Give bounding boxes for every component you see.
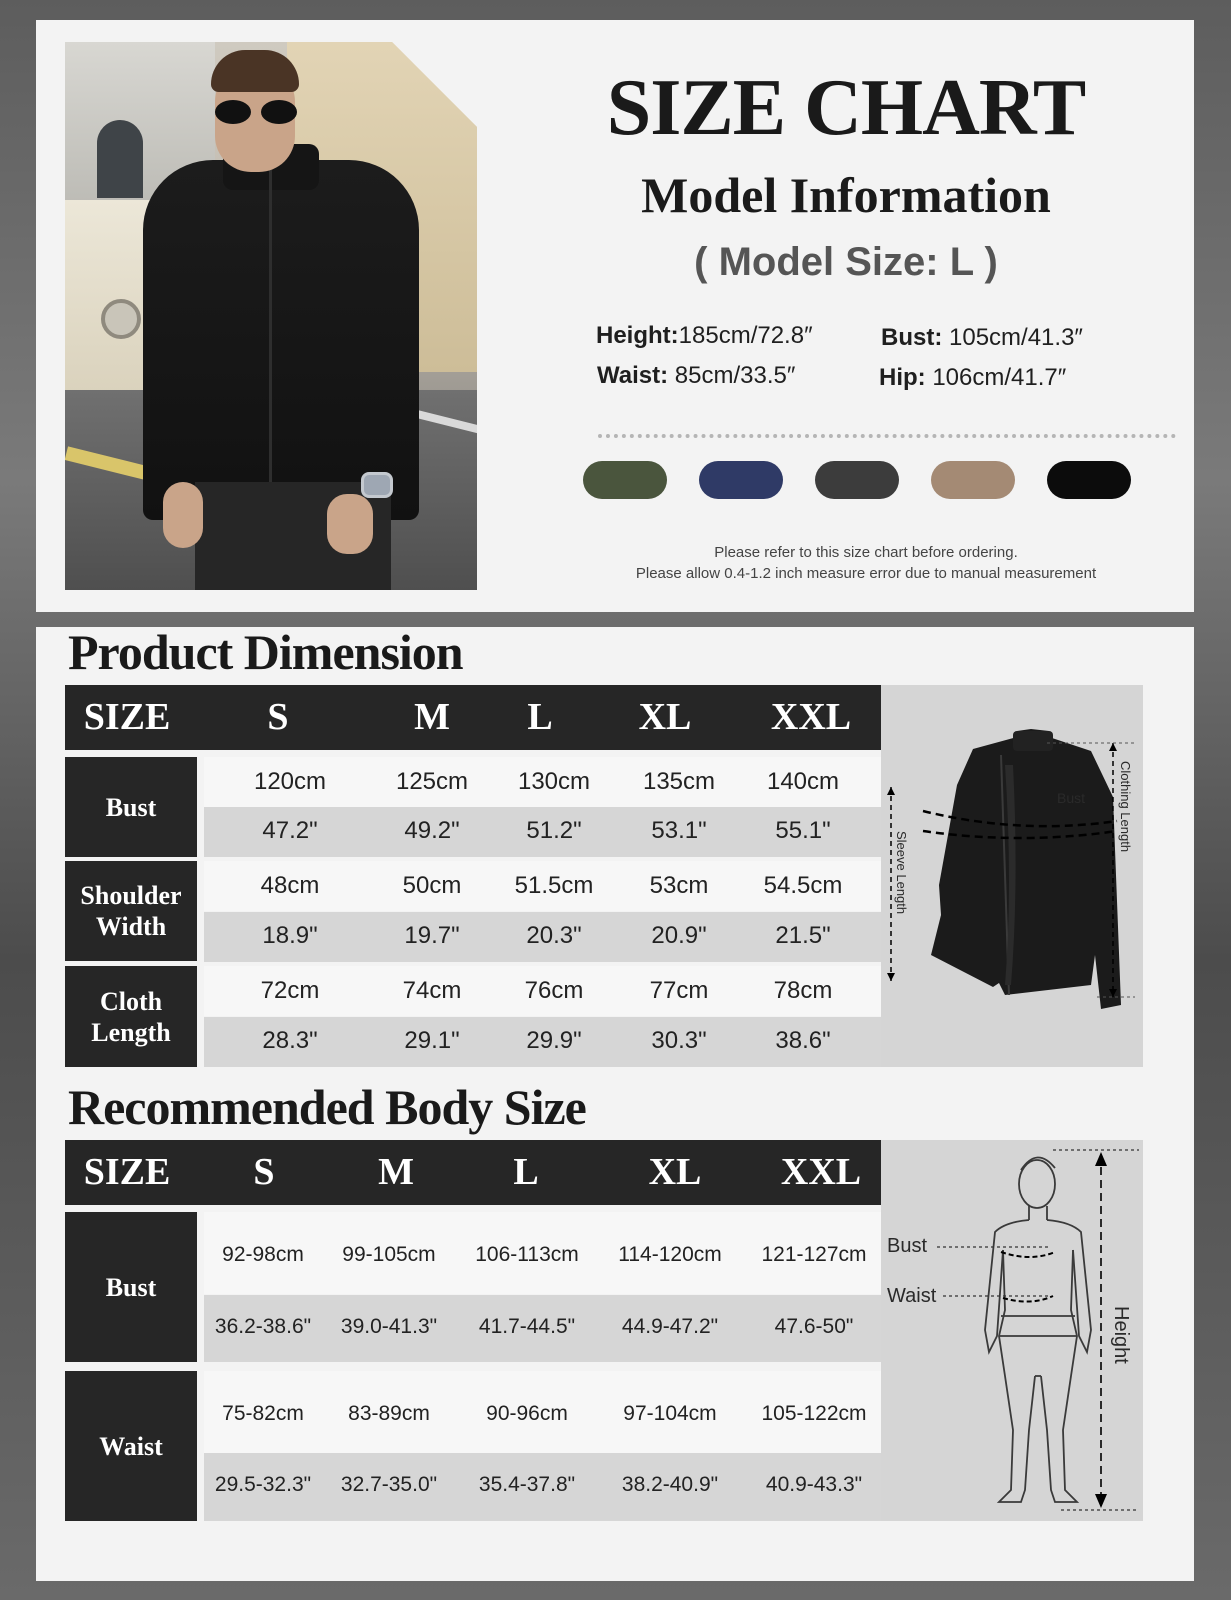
table-cell: 49.2" xyxy=(404,817,460,844)
table-cell: 125cm xyxy=(395,768,469,795)
size-header: SIZE xyxy=(83,696,171,738)
table-cell: 77cm xyxy=(649,977,709,1004)
size-col-l: L xyxy=(513,1151,539,1193)
table-cell: 32.7-35.0" xyxy=(340,1473,438,1496)
stat-waist: Waist: 85cm/33.5″ xyxy=(597,362,796,389)
table-cell: 50cm xyxy=(402,872,462,899)
table-cell: 135cm xyxy=(642,768,716,795)
table-cell: 120cm xyxy=(253,768,327,795)
table-cell: 47.2" xyxy=(262,817,318,844)
note-line-1: Please refer to this size chart before ordering. xyxy=(714,544,1018,561)
table-cell: 53cm xyxy=(649,872,709,899)
table-cell: 76cm xyxy=(524,977,584,1004)
table-cell: 51.2" xyxy=(526,817,582,844)
table-cell: 121-127cm xyxy=(761,1243,867,1266)
table-cell: 38.6" xyxy=(775,1027,831,1054)
table-cell: 20.3" xyxy=(526,922,582,949)
table-cell: 97-104cm xyxy=(623,1402,717,1425)
page-title: SIZE CHART xyxy=(606,64,1086,152)
size-col-m: M xyxy=(414,696,450,738)
table-cell: 40.9-43.3" xyxy=(765,1473,863,1496)
table-cell: 44.9-47.2" xyxy=(621,1315,719,1338)
model-size-label: ( Model Size: L ) xyxy=(694,240,998,284)
table-cell: 36.2-38.6" xyxy=(214,1315,312,1338)
table-cell: 51.5cm xyxy=(514,872,594,899)
stat-height: Height:185cm/72.8″ xyxy=(596,322,813,349)
table-cell: 75-82cm xyxy=(222,1402,304,1425)
table-cell: 20.9" xyxy=(651,922,707,949)
table-cell: 74cm xyxy=(402,977,462,1004)
row-label-cloth-length: Cloth Length xyxy=(65,966,197,1067)
table-cell: 48cm xyxy=(260,872,320,899)
size-col-s: S xyxy=(267,696,289,738)
table-cell: 41.7-44.5" xyxy=(478,1315,576,1338)
diagram-bust-label: Bust xyxy=(1057,790,1086,806)
table-cell: 99-105cm xyxy=(342,1243,436,1266)
table-cell: 92-98cm xyxy=(222,1243,304,1266)
model-photo xyxy=(65,42,477,590)
table-cell: 130cm xyxy=(517,768,591,795)
table-cell: 54.5cm xyxy=(763,872,843,899)
model-info-heading: Model Information xyxy=(641,167,1051,223)
swatch-black[interactable] xyxy=(1047,461,1131,499)
table-cell: 19.7" xyxy=(404,922,460,949)
swatch-army-green[interactable] xyxy=(583,461,667,499)
table-cell: 105-122cm xyxy=(761,1402,867,1425)
row-label-waist: Waist xyxy=(65,1371,197,1521)
table-cell: 39.0-41.3" xyxy=(340,1315,438,1338)
table-cell: 55.1" xyxy=(775,817,831,844)
table-cell: 83-89cm xyxy=(348,1402,430,1425)
table-cell: 53.1" xyxy=(651,817,707,844)
table-cell: 35.4-37.8" xyxy=(478,1473,576,1496)
table-cell: 72cm xyxy=(260,977,320,1004)
jacket-diagram xyxy=(881,685,1143,1067)
table-cell: 29.5-32.3" xyxy=(214,1473,312,1496)
table-cell: 114-120cm xyxy=(618,1243,722,1266)
diagram-height-label: Height xyxy=(1110,1306,1132,1364)
size-col-m: M xyxy=(378,1151,414,1193)
diagram-clothing-length-label: Clothing Length xyxy=(1118,761,1133,853)
size-col-xxl: XXL xyxy=(770,696,852,738)
recommended-body-size-title: Recommended Body Size xyxy=(68,1079,586,1135)
stat-hip: Hip: 106cm/41.7″ xyxy=(879,364,1067,391)
size-col-s: S xyxy=(253,1151,275,1193)
swatch-navy[interactable] xyxy=(699,461,783,499)
note-line-2: Please allow 0.4-1.2 inch measure error due to manual measurement xyxy=(635,565,1097,582)
table-cell: 106-113cm xyxy=(475,1243,579,1266)
row-label-bust: Bust xyxy=(65,1212,197,1362)
table-header xyxy=(65,1140,881,1205)
size-header: SIZE xyxy=(83,1151,171,1193)
product-dimension-title: Product Dimension xyxy=(68,624,463,680)
row-label-shoulder-width: Shoulder Width xyxy=(65,861,197,961)
size-col-xxl: XXL xyxy=(780,1151,862,1193)
model-info-panel xyxy=(36,20,1194,612)
table-cell: 47.6-50" xyxy=(774,1315,854,1338)
diagram-bust-label: Bust xyxy=(887,1235,928,1257)
table-cell: 21.5" xyxy=(775,922,831,949)
diagram-waist-label: Waist xyxy=(887,1285,937,1307)
swatch-dark-grey[interactable] xyxy=(815,461,899,499)
diagram-sleeve-length-label: Sleeve Length xyxy=(894,831,909,915)
size-col-xl: XL xyxy=(638,696,692,738)
table-cell: 90-96cm xyxy=(486,1402,568,1425)
table-cell: 29.9" xyxy=(526,1027,582,1054)
table-cell: 29.1" xyxy=(404,1027,460,1054)
body-diagram xyxy=(881,1140,1143,1521)
size-tables-panel xyxy=(36,624,1194,1581)
table-cell: 30.3" xyxy=(651,1027,707,1054)
row-label-bust: Bust xyxy=(65,757,197,857)
divider xyxy=(598,434,1176,438)
size-col-l: L xyxy=(527,696,553,738)
table-cell: 140cm xyxy=(766,768,840,795)
swatch-khaki[interactable] xyxy=(931,461,1015,499)
table-header xyxy=(65,685,881,750)
stat-bust: Bust: 105cm/41.3″ xyxy=(881,324,1083,351)
table-cell: 28.3" xyxy=(262,1027,318,1054)
size-col-xl: XL xyxy=(648,1151,702,1193)
table-cell: 78cm xyxy=(773,977,833,1004)
table-cell: 18.9" xyxy=(262,922,318,949)
table-cell: 38.2-40.9" xyxy=(621,1473,719,1496)
